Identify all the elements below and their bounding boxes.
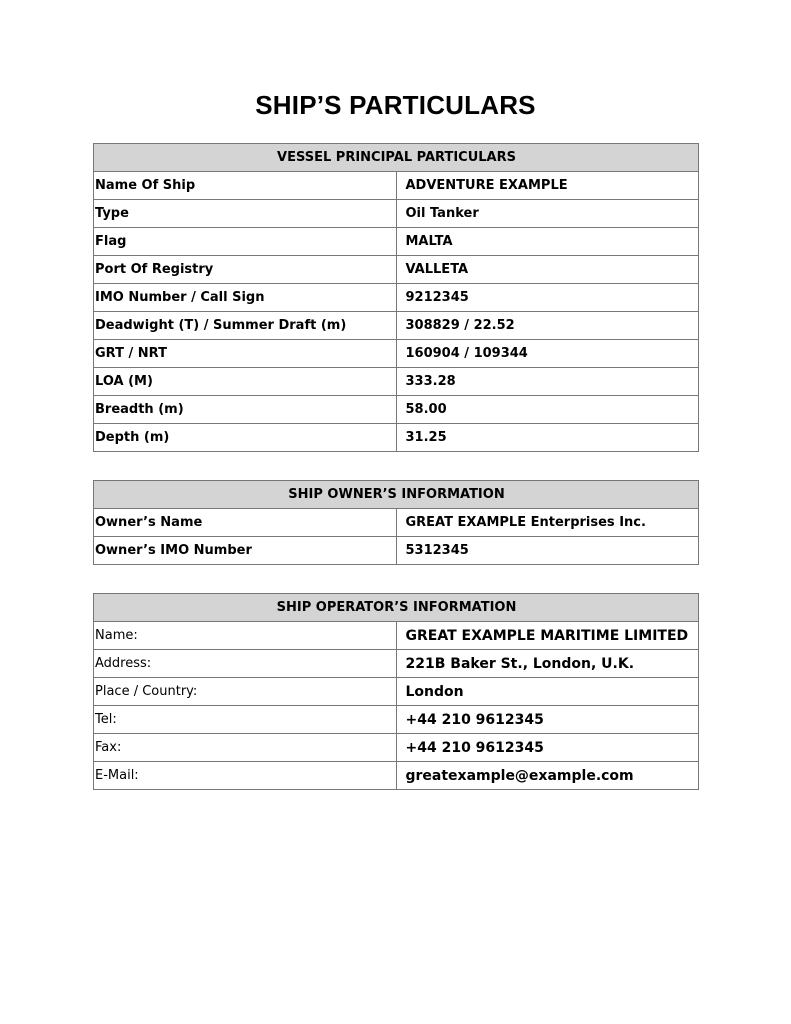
row-label: Address: xyxy=(94,650,397,678)
table-row xyxy=(94,284,699,312)
row-value: 9212345 xyxy=(396,284,699,312)
vessel-particulars-table xyxy=(93,143,699,452)
table-row xyxy=(94,678,699,706)
page-title: SHIP’S PARTICULARS xyxy=(255,90,536,120)
row-value: Oil Tanker xyxy=(396,200,699,228)
table-row xyxy=(94,424,699,452)
row-label: Place / Country: xyxy=(94,678,397,706)
row-value: 160904 / 109344 xyxy=(396,340,699,368)
row-label: Breadth (m) xyxy=(94,396,397,424)
table-row xyxy=(94,172,699,200)
row-value: +44 210 9612345 xyxy=(396,734,699,762)
row-label: LOA (M) xyxy=(94,368,397,396)
table-row xyxy=(94,200,699,228)
operator-table-header: SHIP OPERATOR’S INFORMATION xyxy=(94,594,699,622)
table-row xyxy=(94,622,699,650)
row-label: Owner’s Name xyxy=(94,509,397,537)
row-value: GREAT EXAMPLE Enterprises Inc. xyxy=(396,509,699,537)
row-value: 333.28 xyxy=(396,368,699,396)
table-row xyxy=(94,650,699,678)
row-value: greatexample@example.com xyxy=(396,762,699,790)
row-label: Owner’s IMO Number xyxy=(94,537,397,565)
table-row xyxy=(94,340,699,368)
row-value: 221B Baker St., London, U.K. xyxy=(396,650,699,678)
row-value: 31.25 xyxy=(396,424,699,452)
row-value: GREAT EXAMPLE MARITIME LIMITED xyxy=(396,622,699,650)
row-label: E-Mail: xyxy=(94,762,397,790)
row-value: MALTA xyxy=(396,228,699,256)
row-value: London xyxy=(396,678,699,706)
table-row xyxy=(94,228,699,256)
table-row xyxy=(94,396,699,424)
row-label: Fax: xyxy=(94,734,397,762)
row-label: Name Of Ship xyxy=(94,172,397,200)
table-row xyxy=(94,312,699,340)
table-row xyxy=(94,368,699,396)
row-label: IMO Number / Call Sign xyxy=(94,284,397,312)
owner-information-table xyxy=(93,480,699,565)
row-label: Flag xyxy=(94,228,397,256)
table-row xyxy=(94,256,699,284)
row-label: GRT / NRT xyxy=(94,340,397,368)
row-label: Type xyxy=(94,200,397,228)
row-value: +44 210 9612345 xyxy=(396,706,699,734)
row-value: 308829 / 22.52 xyxy=(396,312,699,340)
owner-table-header: SHIP OWNER’S INFORMATION xyxy=(94,481,699,509)
row-value: 58.00 xyxy=(396,396,699,424)
row-value: ADVENTURE EXAMPLE xyxy=(396,172,699,200)
row-label: Tel: xyxy=(94,706,397,734)
row-label: Deadwight (T) / Summer Draft (m) xyxy=(94,312,397,340)
table-row xyxy=(94,734,699,762)
row-label: Depth (m) xyxy=(94,424,397,452)
table-row xyxy=(94,762,699,790)
vessel-table-header: VESSEL PRINCIPAL PARTICULARS xyxy=(94,144,699,172)
row-label: Name: xyxy=(94,622,397,650)
row-label: Port Of Registry xyxy=(94,256,397,284)
table-row xyxy=(94,509,699,537)
row-value: VALLETA xyxy=(396,256,699,284)
table-row xyxy=(94,537,699,565)
row-value: 5312345 xyxy=(396,537,699,565)
table-row xyxy=(94,706,699,734)
operator-information-table xyxy=(93,593,699,790)
